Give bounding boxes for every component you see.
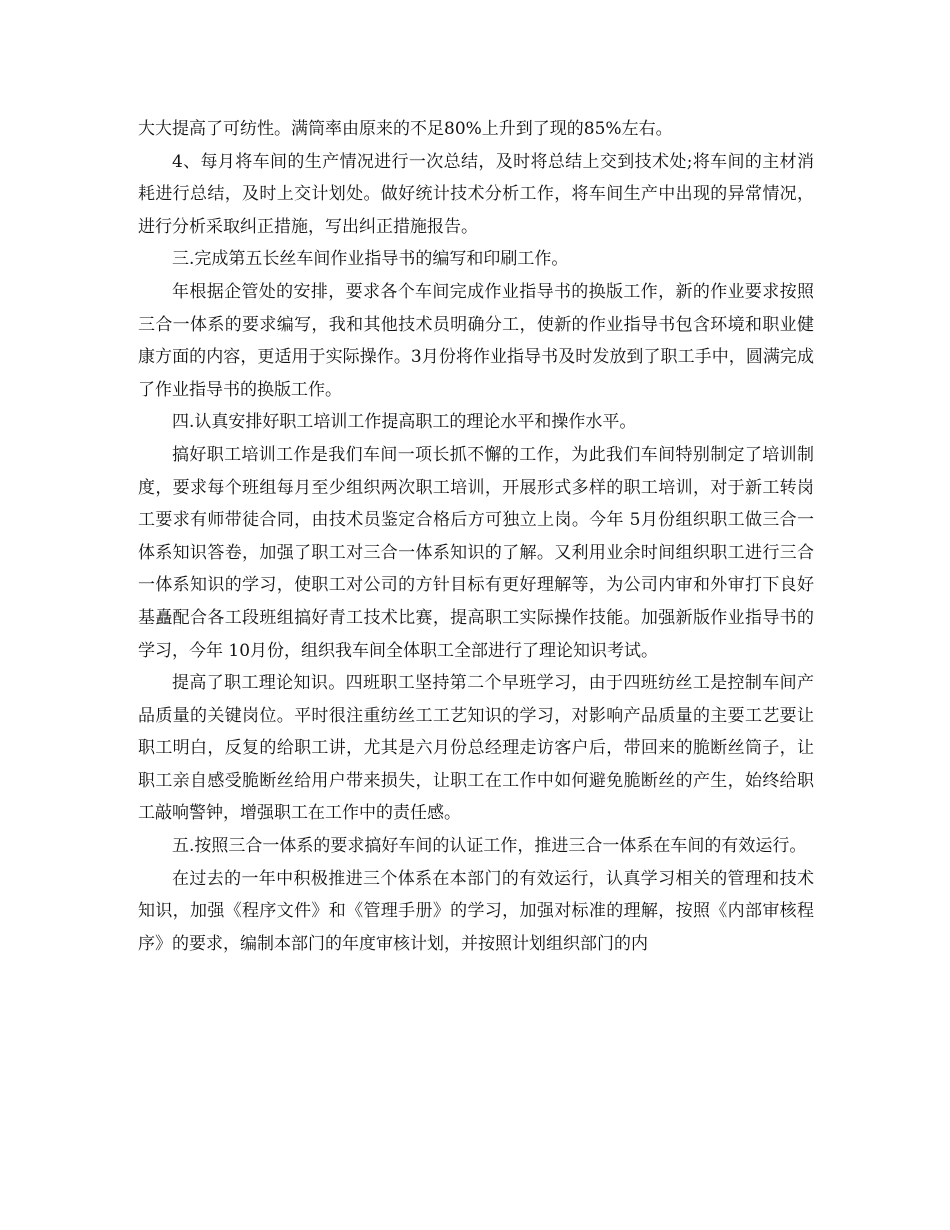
paragraph-continuation: 大大提高了可纺性。满筒率由原来的不足80%上升到了现的85%左右。 — [138, 119, 673, 139]
section-heading-5: 五.按照三合一体系的要求搞好车间的认证工作，推进三合一体系在车间的有效运行。 — [172, 836, 807, 857]
paragraph-training: 搞好职工培训工作是我们车间一项长抓不懈的工作，为此我们车间特别制定了培训制度，要求每个班组每月至少组织两次职工培训，开展形式多样的职工培训，对于新工转岗工要求有师带徒合同，由技术员鉴定合格后方可独立上岗。今年 5月份组织职工做三合一体系知识答卷，加强了职工对三合一体系知识的了解。又利用业余时间组织职工进行三合一体系知识的学习，使职工对公司的方针目标有更好理解等，为公司内审和外审打下良好基矗配合各工段班组搞好青工技术比赛，提高职工实际操作技能。加强新版作业指导书的学习，今年 10月份，组织我车间全体职工全部进行了理论知识考试。 — [138, 444, 814, 661]
document-page — [138, 113, 814, 960]
paragraph-theory-knowledge: 提高了职工理论知识。四班职工坚持第二个早班学习，由于四班纺丝工是控制车间产品质量的关键岗位。平时很注重纺丝工工艺知识的学习，对影响产品质量的主要工艺要让职工明白，反复的给职工讲，尤其是六月份总经理走访客户后，带回来的脆断丝筒子，让职工亲自感受脆断丝给用户带来损失，让职工在工作中如何避免脆断丝的产生，始终给职工敲响警钟，增强职工在工作中的责任感。 — [138, 673, 814, 824]
paragraph-system-operation: 在过去的一年中积极推进三个体系在本部门的有效运行，认真学习相关的管理和技术知识，加强《程序文件》和《管理手册》的学习，加强对标准的理解，按照《内部审核程序》的要求，编制本部门的年度审核计划，并按照计划组织部门的内 — [138, 868, 814, 954]
section-heading-3: 三.完成第五长丝车间作业指导书的编写和印刷工作。 — [172, 249, 569, 270]
paragraph-item-4: 4、每月将车间的生产情况进行一次总结，及时将总结上交到技术处;将车间的主材消耗进行总结，及时上交计划处。做好统计技术分析工作，将车间生产中出现的异常情况，进行分析采取纠正措施，写出纠正措施报告。 — [138, 151, 814, 237]
section-heading-4: 四.认真安排好职工培训工作提高职工的理论水平和操作水平。 — [172, 412, 637, 433]
paragraph-work-instruction: 年根据企管处的安排，要求各个车间完成作业指导书的换版工作，新的作业要求按照三合一体系的要求编写，我和其他技术员明确分工，使新的作业指导书包含环境和职业健康方面的内容，更适用于实际操作。3月份将作业指导书及时发放到了职工手中，圆满完成了作业指导书的换版工作。 — [138, 281, 814, 400]
